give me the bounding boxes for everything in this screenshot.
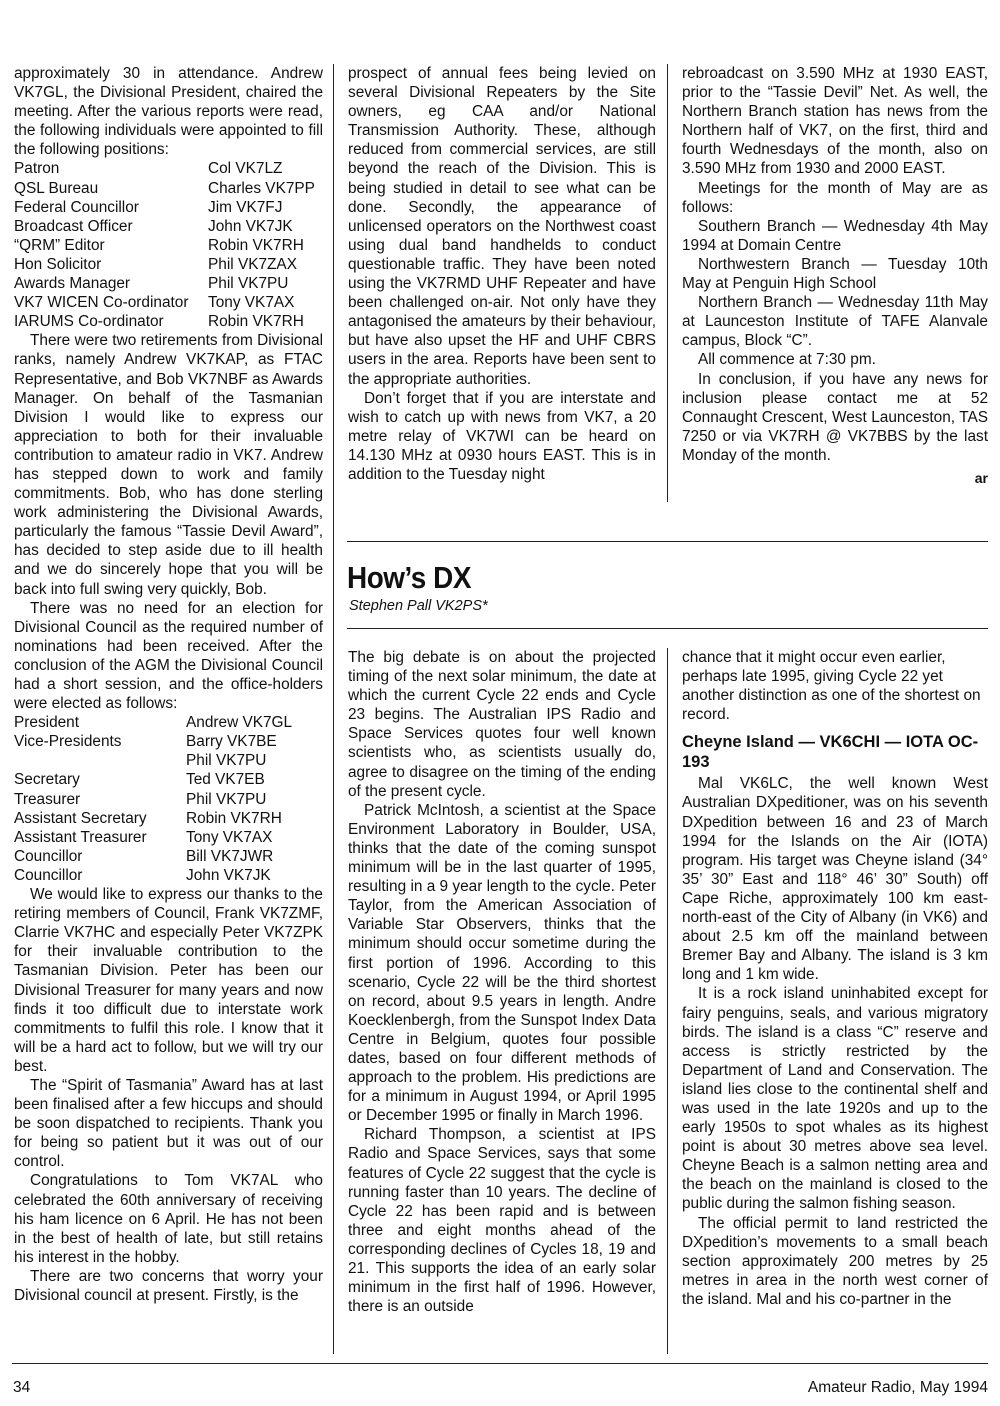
officers-list: [14, 713, 323, 885]
list-item: [14, 159, 323, 178]
paragraph: There was no need for an election for Divisional Council as the required number of nominations had been received. After the conclusion of the AGM the Divisional Council had a short session, and the office-holders were elected as follows:: [14, 599, 323, 713]
person-name: Phil VK7PU: [186, 752, 267, 770]
paragraph: Patrick McIntosh, a scientist at the Space Environment Laboratory in Boulder, USA, thinks that the date of the coming sunspot minimum will be in the last quarter of 1995, resulting in a 9 year length to the cycle. Peter Taylor, from the American Association of Variable Star Observers, thinks that the minimum should occur sometime during the first portion of 1996. According to this scenario, Cycle 22 will be the third shortest on record, about 9.5 years in length. Andre Koecklenbergh, from the Sunspot Index Data Centre in Belgium, quotes four possible dates, based on four different methods of approach to the problem. His predictions are for a minimum in August 1994, or April 1995 or December 1995 or finally in March 1996.: [348, 801, 656, 1125]
role-label: Awards Manager: [14, 275, 131, 293]
person-name: John VK7JK: [186, 866, 271, 884]
person-name: Robin VK7RH: [186, 809, 282, 827]
paragraph: Northwestern Branch — Tuesday 10th May at Penguin High School: [682, 255, 988, 293]
person-name: Bill VK7JWR: [186, 847, 274, 865]
paragraph: It is a rock island uninhabited except for fairy penguins, seals, and various migratory birds. The island is a class “C” reserve and access is strictly restricted by the Department of Land and Conservation. The island lies close to the continental shelf and was used in the late 1920s and up to the early 1950s to spot whales as its highest point is about 30 metres above sea level. Cheyne Beach is a salmon netting area and the beach on the mainland is closed to the public during the salmon fishing season.: [682, 985, 988, 1213]
paragraph: There are two concerns that worry your Divisional council at present. Firstly, is the: [14, 1267, 323, 1304]
column-1: [14, 64, 323, 1305]
paragraph: approximately 30 in attendance. Andrew VK7GL, the Divisional President, chaired the meeting. After the various reports were read, the following individuals were appointed to fill the following positions:: [14, 65, 323, 159]
publication-name: Amateur Radio, May 1994: [807, 1379, 988, 1396]
list-item: [14, 847, 323, 866]
paragraph: There were two retirements from Divisional ranks, namely Andrew VK7KAP, as FTAC Representative, and Bob VK7NBF as Awards Manager. On behalf of the Tasmanian Division I would like to express our appreciation to both for their invaluable contribution to amateur radio in VK7. Andrew has stepped down to work and family commitments. Bob, who has done sterling work administering the Divisional Awards, particularly the famous “Tassie Devil Award”, has decided to step aside due to ill health and we do sincerely hope that you will be back into full swing very quickly, Bob.: [14, 332, 323, 598]
role-label: Vice-Presidents: [14, 733, 122, 751]
paragraph: In conclusion, if you have any news for inclusion please contact me at 52 Connaught Crescent, West Launceston, TAS 7250 or via VK7RH @ VK7BBS by the last Monday of the month.: [682, 370, 988, 464]
list-item: [14, 293, 323, 312]
person-name: Phil VK7PU: [186, 790, 267, 808]
list-item: [14, 790, 323, 809]
list-item: [14, 179, 323, 198]
list-item: [14, 198, 323, 217]
person-name: Phil VK7ZAX: [208, 255, 297, 273]
person-name: Tony VK7AX: [208, 294, 295, 312]
list-item: [14, 751, 323, 770]
role-label: Assistant Treasurer: [14, 828, 147, 846]
role-label: Hon Solicitor: [14, 255, 102, 273]
column-3-top: [682, 64, 988, 488]
paragraph: The big debate is on about the projected timing of the next solar minimum, the date at which the current Cycle 22 ends and Cycle 23 begins. The Australian IPS Radio and Space Services quotes four well known scientists who, as scientists usually do, agree to disagree on the timing of the ending of the present cycle.: [348, 649, 656, 800]
person-name: Phil VK7PU: [208, 275, 289, 293]
role-label: Councillor: [14, 866, 83, 884]
paragraph: The “Spirit of Tasmania” Award has at last been finalised after a few hiccups and should be soon dispatched to recipients. Thank you for being so patient but it was out of our control.: [14, 1076, 323, 1171]
list-item: [14, 312, 323, 331]
paragraph: rebroadcast on 3.590 MHz at 1930 EAST, prior to the “Tassie Devil” Net. As well, the Northern Branch station has news from the Northern half of VK7, on the first, third and fourth Wednesdays of the month, also on 3.590 MHz from 1930 and 2000 EAST.: [682, 65, 988, 178]
end-mark: ar: [974, 469, 988, 486]
paragraph: We would like to express our thanks to the retiring members of Council, Frank VK7ZMF, Clarrie VK7HC and especially Peter VK7ZPK for their invaluable contribution to the Tasmanian Division. Peter has been our Divisional Treasurer for many years and now finds it too difficult due to interstate work commitments to fulfil this role. I know that it will be a hard act to follow, but we will try our best.: [14, 886, 323, 1075]
list-item: [14, 828, 323, 847]
role-label: Councillor: [14, 847, 83, 865]
role-label: President: [14, 714, 80, 732]
list-item: [14, 732, 323, 751]
column-2-bottom: [348, 648, 656, 1316]
person-name: Tony VK7AX: [186, 828, 273, 846]
role-label: IARUMS Co-ordinator: [14, 313, 164, 331]
section-rule: [347, 541, 988, 542]
paragraph: Congratulations to Tom VK7AL who celebrated the 60th anniversary of receiving his ham licence on 6 April. He has not been in the best of health of late, but still retains his interest in the hobby.: [14, 1172, 323, 1266]
paragraph: Mal VK6LC, the well known West Australian DXpeditioner, was on his seventh DXpedition between 16 and 23 of March 1994 for the Islands on the Air (IOTA) program. His target was Cheyne island (34° 35’ 30” East and 118° 46’ 30” South) off Cape Riche, approximately 100 km east-north-east of the City of Albany (in VK6) and about 2.5 km off the mainland between Bremer Bay and Albany. The island is 3 km long and 1 km wide.: [682, 775, 988, 984]
person-name: Jim VK7FJ: [208, 198, 283, 216]
paragraph: chance that it might occur even earlier, perhaps late 1995, giving Cycle 22 yet another distinction as one of the shortest on record.: [682, 649, 981, 724]
positions-list: [14, 159, 323, 331]
column-divider: [667, 648, 668, 1354]
person-name: Col VK7LZ: [208, 160, 283, 178]
role-label: Secretary: [14, 771, 80, 789]
list-item: [14, 274, 323, 293]
list-item: [14, 236, 323, 255]
role-label: Broadcast Officer: [14, 217, 133, 235]
person-name: Charles VK7PP: [208, 179, 315, 197]
person-name: Robin VK7RH: [208, 236, 304, 254]
list-item: [14, 255, 323, 274]
article-title: How’s DX: [347, 560, 472, 595]
list-item: [14, 770, 323, 789]
paragraph: Northern Branch — Wednesday 11th May at Launceston Institute of TAFE Alanvale campus, Block “C”.: [682, 294, 988, 350]
paragraph: prospect of annual fees being levied on several Divisional Repeaters by the Site owners, eg CAA and/or National Transmission Authority. These, although reduced from commercial services, are still beyond the reach of the Division. This is being studied in detail to see what can be done. Secondly, the appearance of unlicensed operators on the Northwest coast using dual band handhelds to conduct questionable traffic. They have been noted using the VK7RMD UHF Repeater and have been challenged on-air. Not only have they antagonised the amateurs by their behaviour, but have also upset the HF and UHF CBRS users in the area. Reports have been sent to the appropriate authorities.: [348, 65, 657, 388]
paragraph: Don’t forget that if you are interstate and wish to catch up with news from VK7, a 20 metre relay of VK7WI can be heard on 14.130 MHz at 0930 hours EAST. This is in addition to the Tuesday night: [348, 389, 656, 483]
role-label: “QRM” Editor: [14, 236, 105, 254]
person-name: Andrew VK7GL: [186, 714, 293, 732]
column-3-bottom: [682, 648, 988, 1309]
footer-rule: [12, 1363, 988, 1364]
page-number: 34: [13, 1379, 31, 1396]
role-label: Federal Councillor: [14, 198, 139, 216]
list-item: [14, 809, 323, 828]
list-item: [14, 217, 323, 236]
section-subheading: Cheyne Island — VK6CHI — IOTA OC-193: [682, 733, 979, 772]
role-label: Treasurer: [14, 790, 81, 808]
column-divider: [667, 64, 668, 502]
paragraph: The official permit to land restricted the DXpedition’s movements to a small beach section approximately 200 metres by 25 metres in area in the north west corner of the island. Mal and his co-partner in the: [682, 1214, 988, 1308]
column-2-top: [348, 64, 656, 484]
paragraph: Meetings for the month of May are as follows:: [682, 179, 988, 216]
list-item: [14, 866, 323, 885]
role-label: Patron: [14, 160, 60, 178]
person-name: Barry VK7BE: [186, 733, 277, 751]
person-name: Ted VK7EB: [186, 771, 265, 789]
role-label: Assistant Secretary: [14, 809, 147, 827]
article-byline: Stephen Pall VK2PS*: [349, 598, 488, 614]
role-label: [14, 751, 186, 770]
column-divider: [333, 64, 334, 1354]
list-item: [14, 713, 323, 732]
person-name: Robin VK7RH: [208, 313, 304, 331]
section-rule: [347, 628, 988, 629]
paragraph: Southern Branch — Wednesday 4th May 1994 at Domain Centre: [682, 217, 988, 254]
paragraph: Richard Thompson, a scientist at IPS Radio and Space Services, says that some features of Cycle 22 suggest that the cycle is running faster than 10 years. The decline of Cycle 22 has been rapid and is between three and eight months ahead of the corresponding declines of Cycles 18, 19 and 21. This supports the idea of an early solar minimum in the first half of 1996. However, there is an outside: [348, 1126, 656, 1316]
person-name: John VK7JK: [208, 217, 293, 235]
role-label: VK7 WICEN Co-ordinator: [14, 294, 189, 312]
role-label: QSL Bureau: [14, 179, 99, 197]
paragraph: All commence at 7:30 pm.: [698, 351, 876, 369]
